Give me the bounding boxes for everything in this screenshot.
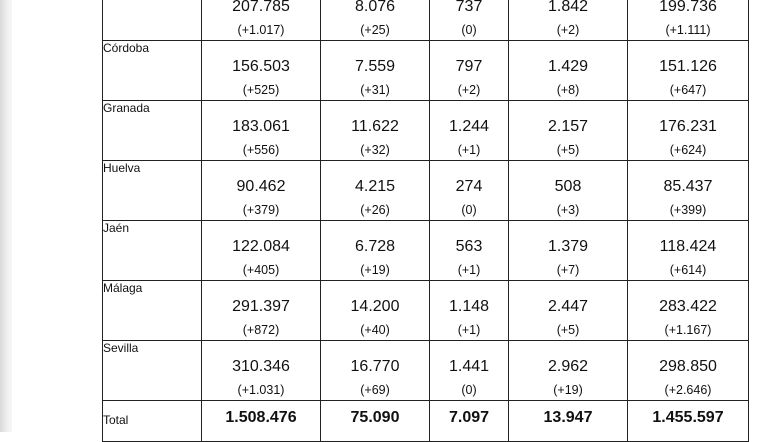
value-delta: (+25) [360,23,390,37]
value-cell [321,281,430,341]
total-value: 7.097 [448,409,490,426]
value-main: 298.850 [659,358,717,375]
value-cell [628,221,749,281]
value-delta: (+7) [556,263,580,277]
value-cell [321,101,430,161]
value-cell [202,281,321,341]
table-body [103,0,749,442]
value-delta: (+26) [360,203,390,217]
value-delta: (+399) [669,203,707,217]
value-cell [628,341,749,401]
value-main: 199.736 [659,0,717,15]
left-edge-shadow [0,0,12,432]
table-row [103,161,749,221]
value-cell [509,41,628,101]
value-cell [321,341,430,401]
value-delta: (+1.111) [665,23,711,37]
value-delta: (+2) [556,23,580,37]
value-main: 291.397 [232,298,290,315]
value-cell [509,341,628,401]
value-delta: (+1.031) [237,383,285,397]
value-cell [321,0,430,41]
province-cell [103,0,202,41]
table-row [103,341,749,401]
value-delta: (+624) [669,143,707,157]
total-value: 13.947 [543,409,593,426]
value-main: 283.422 [659,298,717,315]
value-main: 151.126 [659,58,717,75]
value-main: 508 [554,178,582,195]
total-row [103,401,749,442]
value-cell [202,0,321,41]
total-cell [430,401,509,442]
value-delta: (0) [461,383,477,397]
value-delta: (+69) [360,383,390,397]
value-delta: (+1) [457,323,481,337]
table-row [103,281,749,341]
value-delta: (+3) [556,203,580,217]
value-main: 310.346 [232,358,290,375]
value-main: 122.084 [232,238,290,255]
value-cell [202,41,321,101]
value-delta: (+1.017) [237,23,285,37]
value-main: 90.462 [236,178,286,195]
value-cell [430,341,509,401]
value-delta: (+19) [553,383,583,397]
value-delta: (+614) [669,263,707,277]
province-cell: Huelva [103,161,202,221]
value-cell [321,221,430,281]
value-main: 8.076 [354,0,396,15]
value-main: 1.379 [547,238,589,255]
value-cell [628,41,749,101]
value-delta: (+525) [242,83,280,97]
value-main: 14.200 [350,298,400,315]
value-delta: (+1) [457,263,481,277]
value-delta: (+40) [360,323,390,337]
value-cell [202,221,321,281]
table-row [103,221,749,281]
value-delta: (+1) [457,143,481,157]
value-delta: (+2) [457,83,481,97]
value-delta: (+5) [556,323,580,337]
value-cell [509,0,628,41]
value-delta: (0) [461,203,477,217]
value-delta: (+647) [669,83,707,97]
value-cell [628,0,749,41]
value-main: 1.842 [547,0,589,15]
value-cell [202,161,321,221]
value-main: 1.148 [448,298,490,315]
province-cell: Málaga [103,281,202,341]
value-main: 11.622 [351,118,399,135]
value-main: 6.728 [354,238,396,255]
value-cell [202,101,321,161]
value-main: 1.441 [448,358,490,375]
value-main: 2.962 [547,358,589,375]
value-cell [628,101,749,161]
table-row [103,101,749,161]
value-delta: (+2.646) [664,383,712,397]
province-cell: Córdoba [103,41,202,101]
value-main: 85.437 [663,178,713,195]
value-main: 2.157 [547,118,589,135]
cases-table [102,0,749,442]
province-cell: Sevilla [103,341,202,401]
total-cell [202,401,321,442]
total-cell [628,401,749,442]
table-row [103,41,749,101]
value-main: 16.770 [350,358,400,375]
value-main: 183.061 [232,118,290,135]
value-delta: (+872) [242,323,280,337]
value-cell [628,161,749,221]
value-cell [430,41,509,101]
total-value: 1.508.476 [225,409,297,426]
value-main: 737 [455,0,483,15]
value-main: 118.424 [659,238,717,255]
value-main: 156.503 [232,58,290,75]
province-cell: Granada [103,101,202,161]
value-cell [430,101,509,161]
value-delta: (+5) [556,143,580,157]
value-main: 274 [455,178,483,195]
value-main: 1.429 [547,58,589,75]
table-row [103,0,749,41]
total-cell [321,401,430,442]
value-delta: (+32) [360,143,390,157]
value-delta: (+379) [242,203,280,217]
value-cell [628,281,749,341]
value-cell [430,221,509,281]
value-cell [430,0,509,41]
value-delta: (0) [461,23,477,37]
value-cell [321,41,430,101]
value-delta: (+8) [556,83,580,97]
value-cell [202,341,321,401]
value-delta: (+556) [242,143,280,157]
total-cell [509,401,628,442]
value-cell [321,161,430,221]
value-main: 797 [455,58,483,75]
value-main: 2.447 [547,298,589,315]
value-main: 563 [455,238,483,255]
total-label: Total [103,401,202,442]
value-cell [509,221,628,281]
value-cell [509,161,628,221]
total-value: 75.090 [350,409,400,426]
value-main: 1.244 [448,118,490,135]
value-delta: (+19) [360,263,390,277]
value-main: 7.559 [354,58,396,75]
value-main: 176.231 [659,118,717,135]
total-value: 1.455.597 [652,409,724,426]
value-main: 4.215 [354,178,396,195]
value-cell [509,281,628,341]
value-delta: (+1.167) [664,323,712,337]
value-cell [430,161,509,221]
value-delta: (+31) [360,83,390,97]
value-cell [430,281,509,341]
value-delta: (+405) [242,263,280,277]
value-cell [509,101,628,161]
province-cell: Jaén [103,221,202,281]
value-main: 207.785 [232,0,290,15]
